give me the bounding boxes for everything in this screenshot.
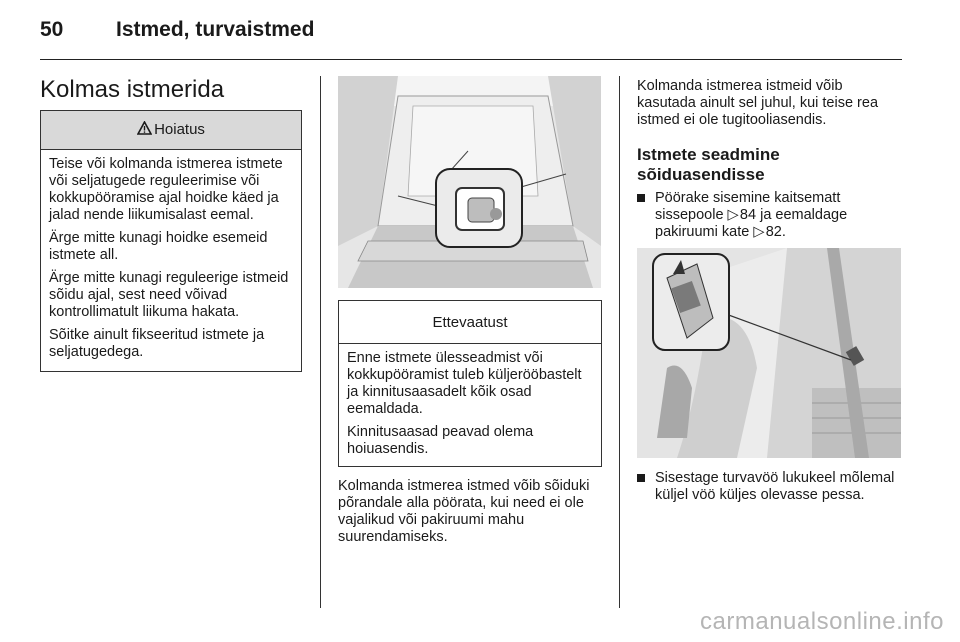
reference-triangle-icon: ▷ — [727, 207, 739, 223]
section-title: Kolmas istmerida — [40, 76, 225, 103]
warning-paragraph: Ärge mitte kunagi hoidke esemeid istmete all. — [49, 230, 268, 263]
header-title: Istmed, turvaistmed — [116, 18, 315, 41]
header-rule — [40, 59, 902, 60]
warning-box — [40, 110, 302, 372]
bullet-square-icon — [637, 474, 645, 482]
intro-paragraph: Kolmanda istmerea istmeid võib kasutada ainult sel juhul, kui teise rea istmed ei ole tugitooliasendis. — [637, 78, 879, 128]
trunk-anchor-illustration — [338, 76, 601, 288]
caution-paragraph: Enne istmete ülesseadmist või kokkupööramist tuleb küljerööbastelt ja kinnitusaasadelt kõik osad eemaldada. — [347, 350, 582, 417]
caution-header: Ettevaatust — [339, 301, 601, 344]
page-reference[interactable]: 82 — [765, 224, 782, 240]
caution-body — [339, 344, 601, 466]
bullet-text: Sisestage turvavöö lukukeel mõlemal küljel vöö küljes olevasse pessa. — [655, 470, 895, 503]
list-item — [637, 470, 901, 504]
bullet-square-icon — [637, 194, 645, 202]
column-divider-right — [619, 76, 620, 608]
list-item — [637, 190, 901, 241]
watermark: carmanualsonline.info — [700, 608, 944, 635]
bullet-text: Pöörake sisemine kaitsematt sissepoole — [655, 190, 841, 223]
column-divider-left — [320, 76, 321, 608]
page-number: 50 — [40, 18, 64, 41]
warning-heading: Hoiatus — [154, 121, 205, 138]
caution-paragraph: Kinnitusaasad peavad olema hoiuasendis. — [347, 424, 534, 457]
bullet-text: ja eemaldage pakiruumi kate — [655, 207, 848, 240]
warning-body — [41, 150, 301, 371]
seatbelt-illustration — [637, 248, 901, 458]
warning-paragraph: Sõitke ainult fikseeritud istmete ja seljatugedega. — [49, 327, 265, 360]
page-reference[interactable]: 84 — [739, 207, 757, 223]
warning-paragraph: Teise või kolmanda istmerea istmete või seljatugede reguleerimise või kokkupööramise ajal hoidke käed ja jalad nende liikumisalast eemal. — [49, 156, 283, 223]
warning-header — [41, 111, 301, 150]
body-text: Kolmanda istmerea istmed võib sõiduki põrandale alla pöörata, kui need ei ole vajalikud või pakiruumi mahu suurendamiseks. — [338, 478, 590, 545]
subheading: Istmete seadmine sõiduasendisse — [637, 145, 780, 184]
page-header — [40, 18, 902, 48]
bullet-text: . — [781, 224, 786, 240]
warning-triangle-icon — [137, 121, 152, 135]
reference-triangle-icon: ▷ — [753, 224, 765, 240]
caution-box — [338, 300, 602, 467]
intro-text — [637, 78, 901, 129]
warning-paragraph: Ärge mitte kunagi reguleerige istmeid sõidu ajal, sest need võivad kontrollimatult liikuma hakata. — [49, 270, 289, 320]
